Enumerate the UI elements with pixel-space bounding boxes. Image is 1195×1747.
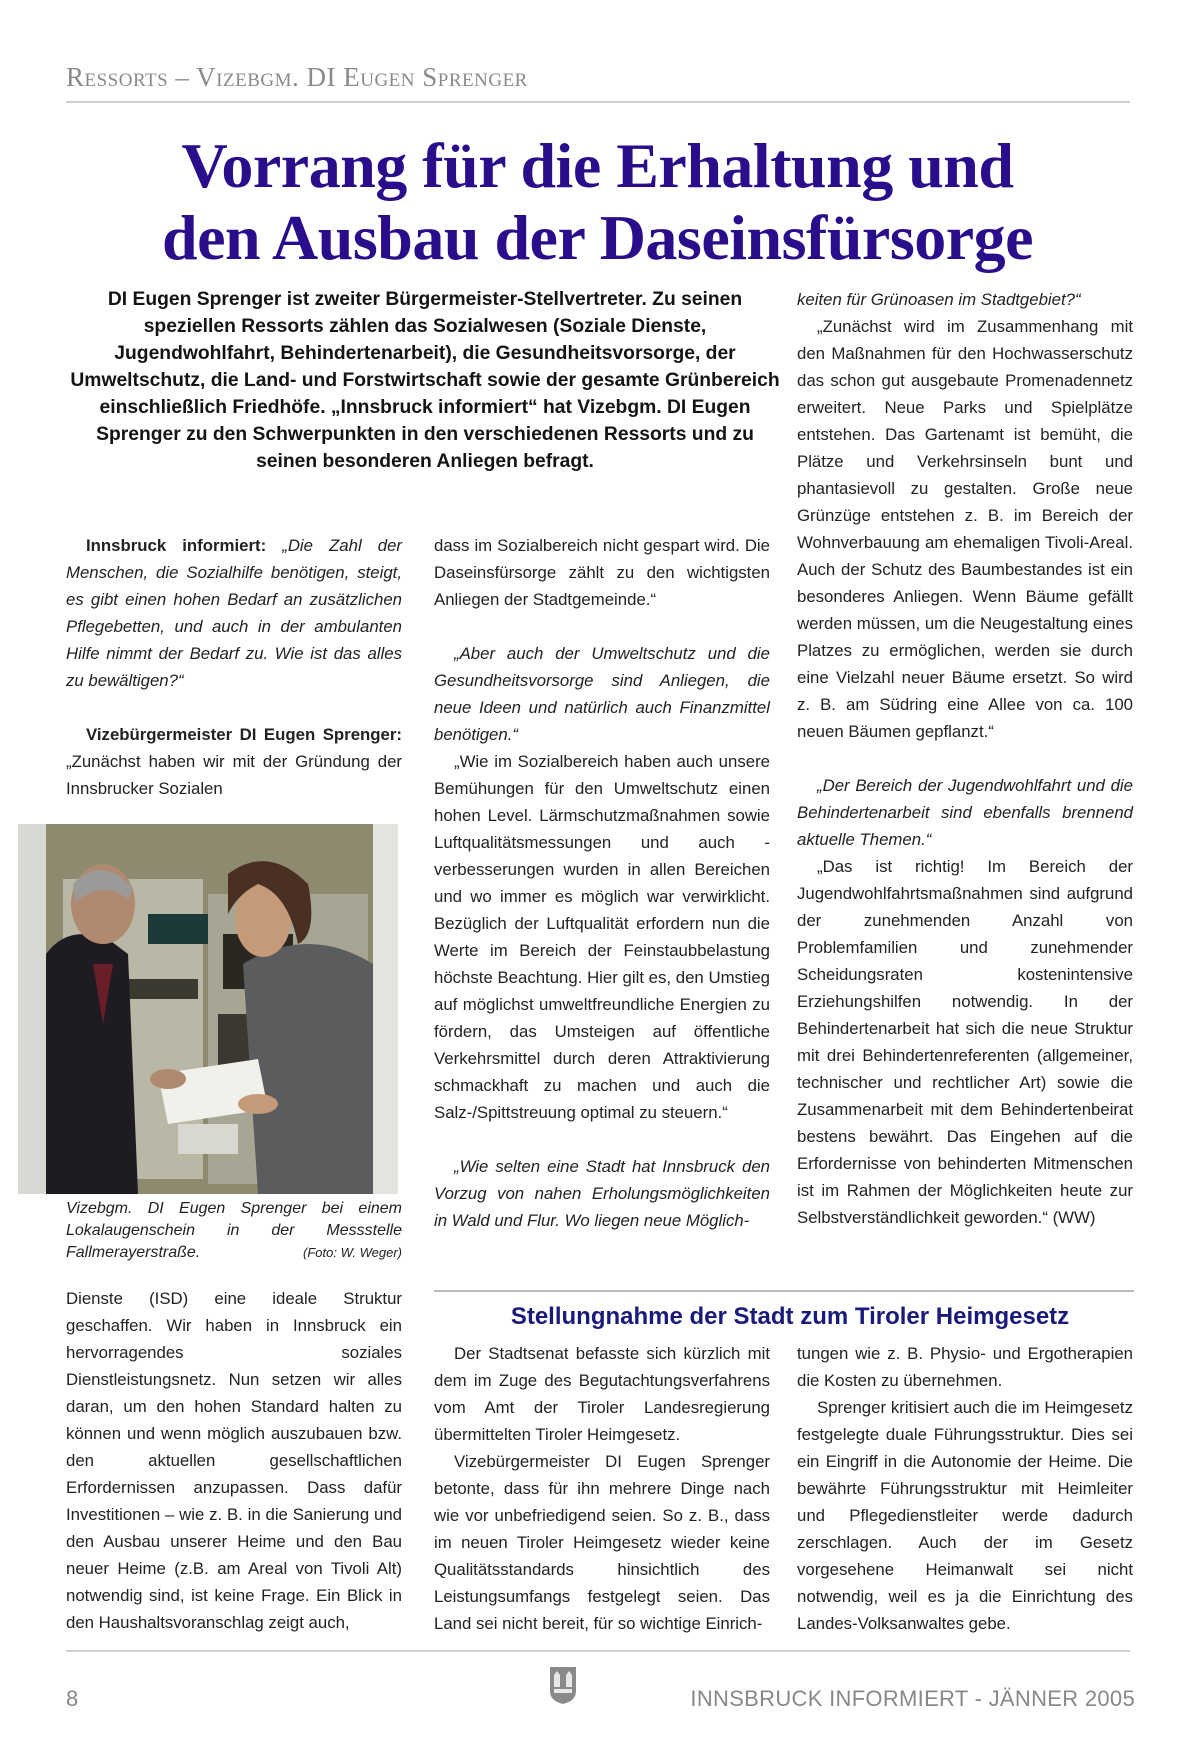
box-paragraph-2-continued: tungen wie z. B. Physio- und Ergotherapien die Kosten zu übernehmen. — [797, 1344, 1133, 1390]
box-rule — [434, 1290, 1134, 1292]
question-1 — [66, 532, 402, 694]
photo-caption — [66, 1198, 402, 1264]
article-title-line2: den Ausbau der Daseinsfürsorge — [161, 202, 1034, 273]
box-paragraph-2: Vizebürgermeister DI Eugen Sprenger betonte, dass für ihn mehrere Dinge nach wie vor unbefriedigend seien. So z. B., dass im neuen Tiroler Heimgesetz wieder keine Qualitätsstandards hinsichtlich des Leistungsumfangs festgelegt seien. Das Land sei nicht bereit, für so wichtige Einrich- — [434, 1452, 770, 1633]
box-paragraph-1: Der Stadtsenat befasste sich kürzlich mit dem im Zuge des Begutachtungsverfahrens vom Amt der Tiroler Landesregierung übermittelten Tiroler Heimgesetz. — [434, 1344, 770, 1444]
answer-1-end: dass im Sozialbereich nicht gespart wird. Die Daseinsfürsorge zählt zu den wichtigsten Anliegen der Stadtgemeinde.“ — [434, 536, 770, 609]
answer-text: „Zunächst haben wir mit der Gründung der Innsbrucker Sozialen — [66, 752, 402, 798]
article-photo — [18, 824, 398, 1194]
column-left-bottom — [66, 1285, 402, 1636]
question-text: „Die Zahl der Menschen, die Sozialhilfe benötigen, steigt, es gibt einen hohen Bedarf an zusätzlichen Pflegebetten, und auch in der ambulanten Hilfe nimmt der Bedarf zu. Wie ist das alles zu bewältigen?“ — [66, 536, 403, 690]
column-left-top — [66, 532, 402, 802]
header-rule — [66, 101, 1130, 103]
box-title: Stellungnahme der Stadt zum Tiroler Heimgesetz — [510, 1303, 1070, 1330]
column-middle — [434, 532, 770, 1234]
answer-3: „Zunächst wird im Zusammenhang mit den Maßnahmen für den Hochwasserschutz das schon gut ausgebaute Promenadennetz erweitert. Neue Parks und Spielplätze entstehen. Das Gartenamt ist bemüht, die Plätze und Verkehrsinseln bunt und phantasievoll zu gestalten. Große neue Grünzüge entstehen z. B. im Bereich der Wohnverbauung am ehemaligen Tivoli-Areal. Auch der Schutz des Baumbestandes ist ein besonderes Anliegen. Wenn Bäume gefällt werden müssen, um die Neugestaltung eines Platzes zu ermöglichen, werden sie durch eine Vielzahl neuer Bäume ersetzt. So wird z. B. am Südring eine Allee von ca. 100 neuen Bäumen gepflanzt.“ — [797, 317, 1133, 741]
magazine-issue: INNSBRUCK INFORMIERT - JÄNNER 2005 — [690, 1686, 1135, 1711]
answer-2: „Wie im Sozialbereich haben auch unsere Bemühungen für den Umweltschutz einen hohen Level. Lärmschutzmaßnahmen sowie Luftqualitätsmessungen und auch -verbesserungen wurden in allen Bereichen und wo immer es möglich war verwirklicht. Bezüglich der Luftqualität erfordern nun die Werte im Bereich der Feinstaubbelastung höchste Beachtung. Hier gilt es, den Umstieg auf möglichst umweltfreundliche Energien zu fördern, das Umsteigen auf öffentliche Verkehrsmittel durch deren Attraktivierung schmackhaft zu machen und auch die Salz-/Spittstreuung optimal zu steuern.“ — [434, 752, 770, 1122]
column-right — [797, 286, 1133, 1231]
box-paragraph-3: Sprenger kritisiert auch die im Heimgesetz festgelegte duale Führungsstruktur. Dies sei ein Eingriff in die Autonomie der Heime. Die bewährte Führungsstruktur mit Heimleiter und Pflegedienstleiter werde dadurch zerschlagen. Auch der im Gesetz vorgesehene Heimanwalt sei nicht notwendig, weil es ja die Einrichtung des Landes-Volksanwaltes gebe. — [797, 1398, 1133, 1633]
question-3: „Wie selten eine Stadt hat Innsbruck den Vorzug von nahen Erholungsmöglichkeiten in Wald und Flur. Wo liegen neue Möglich- — [434, 1157, 770, 1230]
answer-label: Vizebürgermeister DI Eugen Sprenger: — [86, 725, 402, 744]
question-4: „Der Bereich der Jugendwohlfahrt und die Behindertenarbeit sind ebenfalls brennend aktuelle Themen.“ — [797, 776, 1133, 849]
innsbruck-crest-icon — [548, 1665, 578, 1705]
answer-1-continued: Dienste (ISD) eine ideale Struktur geschaffen. Wir haben in Innsbruck ein hervorragendes soziales Dienstleistungsnetz. Nun setzen wir alles daran, um den hohen Standard halten zu können und wenn möglich auszubauen bzw. den aktuellen gesellschaftlichen Erfordernissen anzupassen. Dass dafür Investitionen – wie z. B. in die Sanierung und den Ausbau unserer Heime und den Bau neuer Heime (z.B. am Areal von Tivoli Alt) notwendig sind, ist keine Frage. Ein Blick in den Haushaltsvoranschlag zeigt auch, — [66, 1289, 402, 1632]
page-number: 8 — [66, 1686, 79, 1711]
article-intro: DI Eugen Sprenger ist zweiter Bürgermeister-Stellvertreter. Zu seinen speziellen Ressorts zählen das Sozialwesen (Soziale Dienste, Jugendwohlfahrt, Behindertenarbeit), die Gesundheitsvorsorge, der Umweltschutz, die Land- und Forstwirtschaft sowie der gesamte Grünbereich einschließlich Friedhöfe. „Innsbruck informiert“ hat Vizebgm. DI Eugen Sprenger zu den Schwerpunkten in den verschiedenen Ressorts und zu seinen besonderen Anliegen befragt. — [70, 289, 780, 472]
article-title — [40, 130, 1155, 274]
box-column-right — [797, 1340, 1133, 1637]
box-column-left — [434, 1340, 770, 1637]
answer-1 — [66, 721, 402, 802]
answer-4: „Das ist richtig! Im Bereich der Jugendwohlfahrtsmaßnahmen sind aufgrund der zunehmenden Anzahl von Problemfamilien und zunehmender Scheidungsraten kostenintensive Erziehungshilfen notwendig. In der Behindertenarbeit hat sich die neue Struktur mit drei Behindertenreferenten (allgemeiner, technischer und rechtlicher Art) sowie die Zusammenarbeit mit dem Behindertenbeirat bestens bewährt. Das Eingehen auf die Erfordernisse von behinderten Mitmenschen ist im Rahmen der Möglichkeiten heute zur Selbstverständlichkeit geworden.“ (WW) — [797, 857, 1133, 1227]
question-label: Innsbruck informiert: — [86, 536, 267, 555]
article-title-line1: Vorrang für die Erhaltung und — [181, 130, 1014, 201]
caption-text: Vizebgm. DI Eugen Sprenger bei einem Lokalaugenschein in der Messstelle Fallmerayerstraße. — [66, 1200, 402, 1261]
photo-illustration — [18, 824, 398, 1194]
footer-rule — [66, 1650, 1130, 1652]
question-3-continued: keiten für Grünoasen im Stadtgebiet?“ — [797, 290, 1081, 309]
section-header: Ressorts – Vizebgm. DI Eugen Sprenger — [66, 62, 528, 92]
question-2: „Aber auch der Umweltschutz und die Gesundheitsvorsorge sind Anliegen, die neue Ideen und natürlich auch Finanzmittel benötigen.“ — [434, 644, 770, 744]
photo-credit: (Foto: W. Weger) — [303, 1245, 402, 1260]
